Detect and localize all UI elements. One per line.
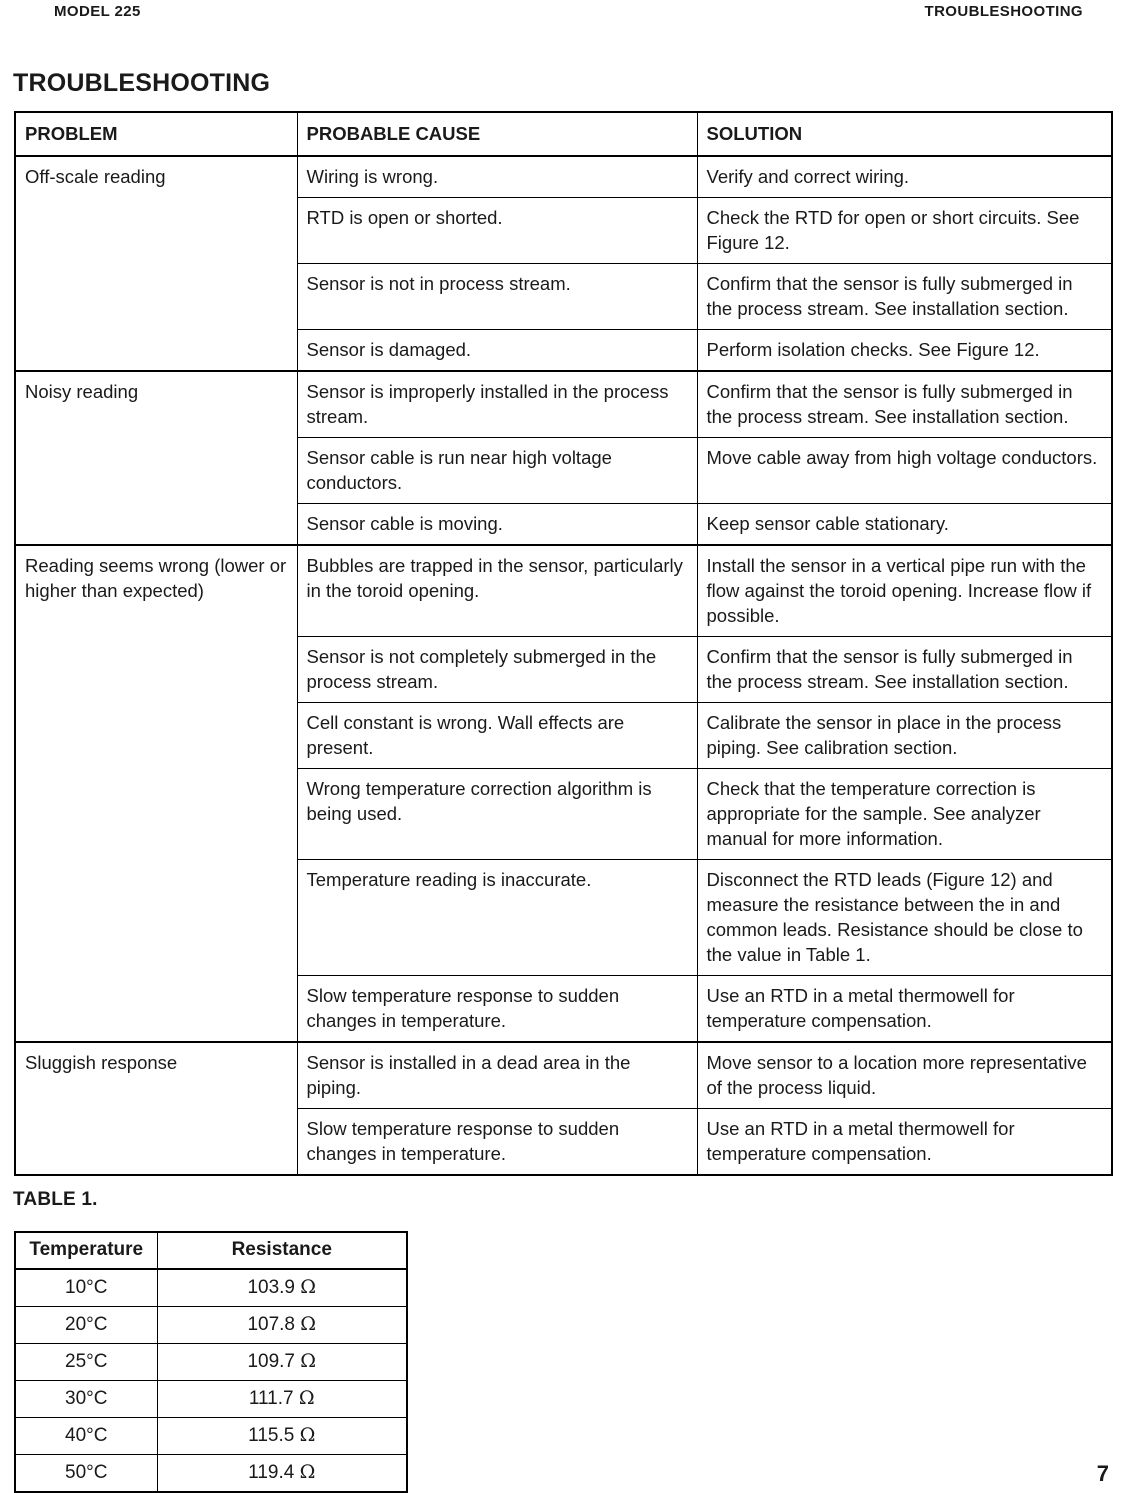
column-header-temperature: Temperature — [15, 1232, 157, 1269]
cell-resistance: 111.7 Ω — [157, 1381, 407, 1418]
ohm-symbol: Ω — [299, 1424, 316, 1446]
table-row — [15, 1307, 407, 1344]
cell-probable-cause: Wiring is wrong. — [297, 156, 697, 198]
cell-solution: Use an RTD in a metal thermowell for temperature compensation. — [697, 976, 1112, 1043]
ohm-symbol: Ω — [300, 1350, 317, 1372]
table-header-row — [15, 112, 1112, 156]
cell-probable-cause: Sensor is installed in a dead area in the piping. — [297, 1042, 697, 1109]
cell-probable-cause: RTD is open or shorted. — [297, 198, 697, 264]
table-row — [15, 1381, 407, 1418]
running-header-right: TROUBLESHOOTING — [924, 3, 1083, 20]
cell-solution: Confirm that the sensor is fully submerged in the process stream. See installation section. — [697, 264, 1112, 330]
table1-header-row — [15, 1232, 407, 1269]
cell-temperature: 25°C — [15, 1344, 157, 1381]
cell-solution: Perform isolation checks. See Figure 12. — [697, 330, 1112, 372]
cell-temperature: 20°C — [15, 1307, 157, 1344]
cell-solution: Disconnect the RTD leads (Figure 12) and measure the resistance between the in and common leads. Resistance should be close to the value in Table 1. — [697, 860, 1112, 976]
table-row — [15, 1418, 407, 1455]
page-title: TROUBLESHOOTING — [13, 69, 271, 97]
cell-solution: Calibrate the sensor in place in the process piping. See calibration section. — [697, 703, 1112, 769]
cell-probable-cause: Bubbles are trapped in the sensor, particularly in the toroid opening. — [297, 545, 697, 637]
ohm-symbol: Ω — [299, 1461, 316, 1483]
cell-solution: Check the RTD for open or short circuits. See Figure 12. — [697, 198, 1112, 264]
table-row — [15, 1269, 407, 1307]
cell-probable-cause: Sensor cable is run near high voltage conductors. — [297, 438, 697, 504]
ohm-symbol: Ω — [300, 1313, 317, 1335]
column-header-resistance: Resistance — [157, 1232, 407, 1269]
cell-solution: Keep sensor cable stationary. — [697, 504, 1112, 546]
running-header-left: MODEL 225 — [54, 3, 141, 20]
column-header-solution: SOLUTION — [697, 112, 1112, 156]
cell-probable-cause: Sensor is damaged. — [297, 330, 697, 372]
troubleshooting-table-body — [15, 156, 1112, 1175]
cell-resistance: 119.4 Ω — [157, 1455, 407, 1493]
cell-probable-cause: Slow temperature response to sudden changes in temperature. — [297, 976, 697, 1043]
cell-solution: Move cable away from high voltage conductors. — [697, 438, 1112, 504]
cell-solution: Verify and correct wiring. — [697, 156, 1112, 198]
troubleshooting-table — [14, 111, 1113, 1176]
cell-temperature: 10°C — [15, 1269, 157, 1307]
cell-resistance: 107.8 Ω — [157, 1307, 407, 1344]
table-row — [15, 1344, 407, 1381]
table1-caption: TABLE 1. — [13, 1189, 98, 1210]
cell-solution: Confirm that the sensor is fully submerged in the process stream. See installation section. — [697, 637, 1112, 703]
cell-solution: Use an RTD in a metal thermowell for temperature compensation. — [697, 1109, 1112, 1176]
page-number: 7 — [1096, 1461, 1109, 1486]
table-row — [15, 156, 1112, 198]
cell-problem: Noisy reading — [15, 371, 297, 545]
cell-probable-cause: Wrong temperature correction algorithm is being used. — [297, 769, 697, 860]
cell-solution: Check that the temperature correction is appropriate for the sample. See analyzer manual for more information. — [697, 769, 1112, 860]
cell-probable-cause: Slow temperature response to sudden changes in temperature. — [297, 1109, 697, 1176]
cell-solution: Confirm that the sensor is fully submerged in the process stream. See installation section. — [697, 371, 1112, 438]
ohm-symbol: Ω — [298, 1387, 315, 1409]
cell-temperature: 30°C — [15, 1381, 157, 1418]
cell-probable-cause: Sensor is not completely submerged in the process stream. — [297, 637, 697, 703]
ohm-symbol: Ω — [300, 1276, 317, 1298]
cell-resistance: 115.5 Ω — [157, 1418, 407, 1455]
cell-problem: Off-scale reading — [15, 156, 297, 371]
cell-probable-cause: Sensor cable is moving. — [297, 504, 697, 546]
cell-solution: Install the sensor in a vertical pipe run with the flow against the toroid opening. Increase flow if possible. — [697, 545, 1112, 637]
cell-probable-cause: Temperature reading is inaccurate. — [297, 860, 697, 976]
table1-container — [14, 1231, 406, 1493]
cell-problem: Sluggish response — [15, 1042, 297, 1175]
cell-resistance: 103.9 Ω — [157, 1269, 407, 1307]
cell-solution: Move sensor to a location more representative of the process liquid. — [697, 1042, 1112, 1109]
running-header — [14, 2, 1111, 24]
column-header-probable-cause: PROBABLE CAUSE — [297, 112, 697, 156]
cell-probable-cause: Sensor is not in process stream. — [297, 264, 697, 330]
cell-temperature: 50°C — [15, 1455, 157, 1493]
table-row — [15, 1042, 1112, 1109]
column-header-problem: PROBLEM — [15, 112, 297, 156]
troubleshooting-table-container — [14, 111, 1111, 1176]
table1-body — [15, 1269, 407, 1492]
table-row — [15, 371, 1112, 438]
cell-resistance: 109.7 Ω — [157, 1344, 407, 1381]
cell-temperature: 40°C — [15, 1418, 157, 1455]
table-row — [15, 1455, 407, 1493]
rtd-resistance-table — [14, 1231, 408, 1493]
cell-problem: Reading seems wrong (lower or higher than expected) — [15, 545, 297, 1042]
table-row — [15, 545, 1112, 637]
cell-probable-cause: Sensor is improperly installed in the process stream. — [297, 371, 697, 438]
cell-probable-cause: Cell constant is wrong. Wall effects are present. — [297, 703, 697, 769]
